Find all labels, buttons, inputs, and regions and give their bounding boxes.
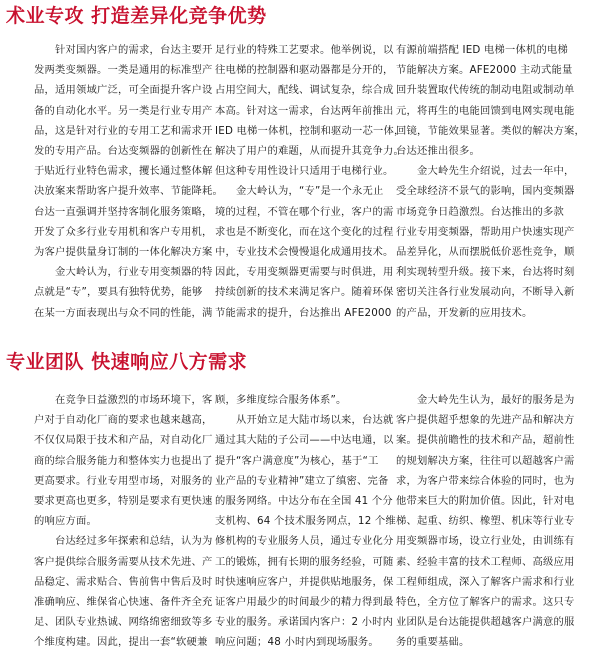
text-line: 金大岭先生介绍说，过去一年中， — [396, 165, 575, 178]
text-line: 客户提供超乎想象的先进产品和解决方 — [396, 414, 575, 427]
text-line: 金大岭先生认为，最好的服务是为 — [396, 394, 575, 406]
text-line: 发两类变频器。一类是通用的标准型产 — [34, 64, 213, 77]
section1-column-3 — [396, 40, 585, 323]
text-line: 准确响应、维保省心快速、备件齐全充 — [34, 596, 213, 609]
text-line: 金大岭认为，行业专用变频器的特 — [34, 266, 213, 279]
text-line: 开发了众多行业专用机和客户专用机， — [34, 225, 213, 238]
text-line: 因此，专用变频器更需要与时俱进，用 — [215, 266, 394, 279]
section2-column-1 — [34, 390, 213, 653]
text-line: 工的锻炼，拥有长期的服务经验，可随 — [215, 555, 394, 568]
text-line: 往电梯的控制器和驱动器都是分开的， — [215, 64, 394, 77]
text-line: 在某一方面表现出与众不同的性能，满 — [34, 306, 213, 319]
text-line: 更高要求。行业专用型市场，对服务的 — [34, 474, 213, 487]
text-line: 回升装置取代传统的制动电阻或制动单 — [396, 84, 575, 97]
text-line: 利实现转型升级。接下来，台达将时刻 — [396, 266, 575, 279]
text-line: 品差异化，从而摆脱低价恶性竞争，顺 — [396, 246, 575, 259]
text-line: 持续创新的技术来满足客户。随着环保 — [215, 286, 394, 299]
text-line: 提升“客户满意度”为核心，基于“工 — [215, 454, 379, 467]
text-line: 足行业的特殊工艺要求。他举例说，以 — [215, 44, 394, 56]
text-line: 决放案来帮助客户提升效率、节能降耗。 — [34, 185, 223, 198]
text-line: 行业专用变频器，帮助用户快速实现产 — [396, 225, 575, 238]
text-line: 节能需求的提升，台达推出 AFE2000 — [215, 306, 392, 319]
section1-heading: 术业专攻 打造差异化竞争优势 — [6, 5, 267, 27]
text-line: 用变频器市场，设立行业处，由训练有 — [396, 535, 575, 548]
text-line: 修机构的专业服务人员，通过专业化分 — [215, 535, 394, 548]
section1-column-1 — [34, 40, 223, 323]
text-line: 台达还推出很多。 — [396, 145, 480, 158]
text-line: 本高。针对这一需求，台达两年前推出 — [215, 104, 394, 117]
text-line: 在竞争日益激烈的市场环境下，客 — [34, 394, 213, 406]
text-line: 品稳定、需求贴合、售前售中售后及时 — [34, 575, 213, 588]
text-line: 密切关注各行业发展动向，不断导入新 — [396, 286, 575, 299]
text-line: 响应问题；48 小时内到现场服务。 — [215, 636, 379, 649]
text-line: 发的专用产品。台达变频器的创新性在 — [34, 145, 213, 158]
text-line: 素、经验丰富的技术工程师、高级应用 — [396, 555, 575, 568]
text-line: 户对于自动化厂商的要求也越来越高， — [34, 414, 213, 427]
text-line: IED 电梯一体机，控制和驱动一芯一体， — [215, 124, 405, 137]
section2-column-3 — [396, 390, 575, 653]
text-line: 顾，多维度综合服务体系”。 — [215, 394, 347, 406]
text-line: 受全球经济不景气的影响，国内变频器 — [396, 185, 575, 198]
section1-column-2 — [215, 40, 405, 323]
text-line: 足、团队专业热诚、网络绵密细致等多 — [34, 616, 213, 629]
text-line: 但这种专用性设计只适用于电梯行业。 — [215, 165, 394, 178]
text-line: 品，这是针对行业的专用工艺和需求开 — [34, 124, 213, 137]
text-line: 台达一直强调并坚持客制化服务策略， — [34, 205, 213, 218]
text-line: 回镜，节能效果显著。类似的解决方案， — [396, 124, 585, 137]
text-line: 点就是“专”，要具有独特优势，能够 — [34, 286, 203, 299]
text-line: 元，将再生的电能回馈到电网实现电能 — [396, 104, 575, 117]
text-line: 有源前端搭配 IED 电梯一体机的电梯 — [396, 44, 568, 56]
text-line: 的响应方面。 — [34, 515, 97, 528]
section2-heading: 专业团队 快速响应八方需求 — [6, 351, 248, 373]
text-line: 工程师组成，深入了解客户需求和行业 — [396, 575, 575, 588]
text-line: 于贴近行业特色需求，攫长通过整体解 — [34, 165, 213, 178]
text-line: 的服务网络。中达分布在全国 41 个分 — [215, 495, 393, 508]
text-line: 务的重要基础。 — [396, 636, 470, 649]
text-line: 台达经过多年探索和总结，认为为 — [34, 535, 213, 548]
section2-column-2 — [215, 390, 396, 653]
text-line: 业团队是台达能提供超越客户满意的服 — [396, 616, 575, 629]
text-line: 针对国内客户的需求，台达主要开 — [34, 44, 213, 56]
text-line: 从开始立足大陆市场以来，台达就 — [215, 414, 394, 427]
text-line: 的产品，开发新的应用技术。 — [396, 306, 533, 319]
text-line: 要求更高也更多，特别是要求有更快速 — [34, 495, 213, 508]
text-line: 市场竞争日趋激烈。台达推出的多款 — [396, 205, 564, 218]
text-line: 专业的服务。承诺国内客户：2 小时内 — [215, 616, 394, 629]
text-line: 案。提供前瞻性的技术和产品，超前性 — [396, 434, 575, 447]
text-line: 占用空间大，配线、调试复杂，综合成 — [215, 84, 394, 97]
text-line: 境的过程，不管在哪个行业，客户的需 — [215, 205, 394, 218]
text-line: 梯、起重、纺织、橡塑、机床等行业专 — [396, 515, 575, 528]
text-line: 中，专业技术会慢慢退化成通用技术。 — [215, 246, 394, 259]
text-line: 的规划解决方案，往往可以超越客户需 — [396, 454, 575, 467]
text-line: 品，适用领域广泛，可全面提升客户设 — [34, 84, 213, 97]
text-line: 他带来巨大的附加价值。因此，针对电 — [396, 495, 575, 508]
text-line: 商的综合服务能力和整体实力也提出了 — [34, 454, 213, 467]
text-line: 证客户用最少的时间最少的精力得到最 — [215, 596, 394, 609]
text-line: 备的自动化水平。另一类是行业专用产 — [34, 104, 213, 117]
text-line: 为客户提供量身订制的一体化解决方案 — [34, 246, 213, 259]
text-line: 求，为客户带来综合体验的同时，也为 — [396, 474, 575, 487]
text-line: 通过其大陆的子公司——中达电通，以 — [215, 434, 394, 447]
text-line: 不仅仅局限于技术和产品，对自动化厂 — [34, 434, 213, 447]
text-line: 业产品的专业精神”建立了缜密、完备 — [215, 474, 389, 487]
text-line: 支机构、64 个技术服务网点，12 个维 — [215, 515, 396, 528]
text-line: 求也是不断变化，而在这个变化的过程 — [215, 225, 394, 238]
text-line: 特色，全方位了解客户的需求。这只专 — [396, 596, 575, 609]
text-line: 金大岭认为，“专”是一个永无止 — [215, 185, 384, 198]
text-line: 个维度构建。因此，提出一套“软硬兼 — [34, 636, 208, 649]
text-line: 客户提供综合服务需要从技术先进、产 — [34, 555, 213, 568]
text-line: 时快速响应客户，并提供贴地服务，保 — [215, 575, 394, 588]
text-line: 解决了用户的难题，从而提升其竞争力。 — [215, 145, 404, 158]
text-line: 节能解决方案。AFE2000 主动式能量 — [396, 64, 573, 77]
